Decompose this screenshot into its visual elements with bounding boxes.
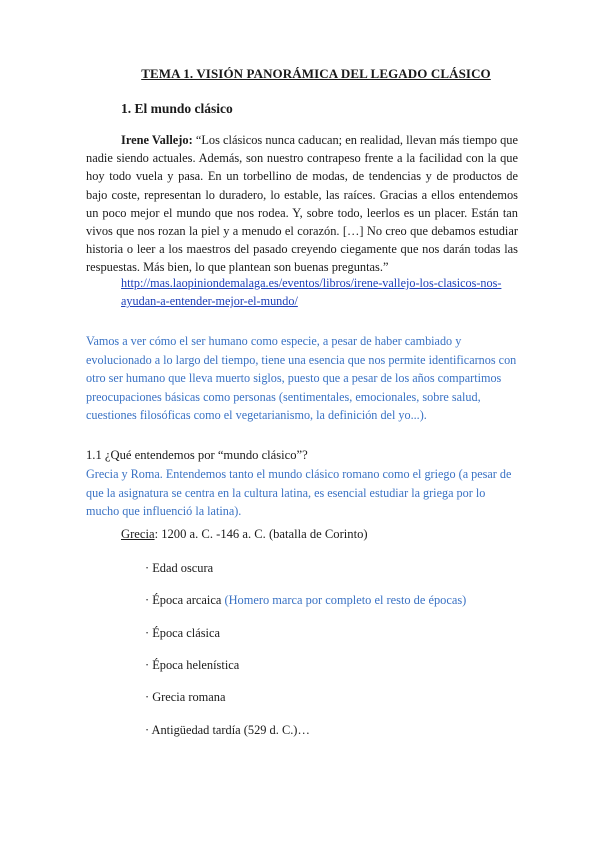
period-text: · Época arcaica xyxy=(145,593,225,607)
period-note: (Homero marca por completo el resto de épocas) xyxy=(224,593,467,607)
quote-text: “Los clásicos nunca caducan; en realidad, llevan más tiempo que nadie siendo actuales. Además, son nuestro contrapeso frente a la facilidad con la que hoy todo vuela y pasa. En un torbellino de modas, de tendencias y de productos de bajo coste, representan lo duradero, lo estable, las raíces. Gracias a ellos entendemos un poco mejor el mundo que nos rodea. Y, sobre todo, leerlos es un placer. Están tan vivos que nos rozan la piel y a menudo el corazón. […] No creo que debamos estudiar historia o leer a los maestros del pasado creyendo ciegamente que nos darán todas las respuestas. Más bien, lo que plantean son buenas preguntas.” xyxy=(86,133,518,275)
greece-dates: : 1200 a. C. -146 a. C. (batalla de Corinto) xyxy=(154,527,368,541)
section-heading: 1. El mundo clásico xyxy=(121,101,233,116)
period-item xyxy=(145,723,310,738)
greece-line xyxy=(121,527,368,542)
period-text: · Época helenística xyxy=(145,658,240,672)
intro-paragraph: Vamos a ver cómo el ser humano como especie, a pesar de haber cambiado y evolucionado a lo largo del tiempo, tiene una esencia que nos permite identificarnos con otro ser humano que lleva muerto siglos, puesto que a pesar de los años compartimos preocupaciones básicas como personas (sentimentales, emocionales, sobre salud, cuestiones filosóficas como el vegetarianismo, la definición del yo...). xyxy=(86,334,517,423)
subsection-paragraph: Grecia y Roma. Entendemos tanto el mundo clásico romano como el griego (a pesar de que la asignatura se centra en la cultura latina, es esencial estudiar la griega por lo mucho que influenció la latina). xyxy=(86,467,512,519)
period-item xyxy=(145,593,466,608)
quote-paragraph xyxy=(86,131,518,277)
period-text: · Época clásica xyxy=(145,626,220,640)
document-title: TEMA 1. VISIÓN PANORÁMICA DEL LEGADO CLÁSICO xyxy=(141,66,491,81)
source-link[interactable]: http://mas.laopiniondemalaga.es/eventos/libros/irene-vallejo-los-clasicos-nos-ayudan-a-entender-mejor-el-mundo/ xyxy=(121,276,502,309)
period-text: · Grecia romana xyxy=(145,690,226,704)
period-text: · Edad oscura xyxy=(145,561,214,575)
period-item xyxy=(145,658,239,673)
period-item xyxy=(145,626,220,641)
subsection-title: 1.1 ¿Qué entendemos por “mundo clásico”? xyxy=(86,448,308,462)
quote-author: Irene Vallejo: xyxy=(121,133,193,147)
period-item xyxy=(145,690,226,705)
period-text: · Antigüedad tardía (529 d. C.)… xyxy=(145,723,310,737)
period-item xyxy=(145,561,213,576)
greece-label: Grecia xyxy=(121,527,155,541)
